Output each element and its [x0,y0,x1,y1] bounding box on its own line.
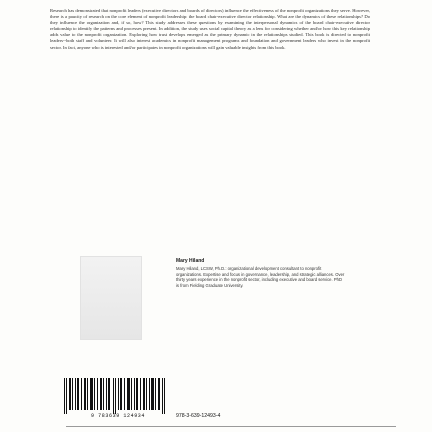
isbn-number: 978-3-639-12493-4 [176,413,221,419]
barcode [58,378,178,422]
barcode-bars [58,378,178,414]
barcode-digits: 9 783639 124934 [90,413,145,419]
author-bio: Mary Hiland, LCSW, Ph.D.: organizational development consultant to nonprofit organizations. Expertise and focus in governance, leadership, and strategic alliances. Over thirty years experience in the nonprofit sector, including executive and board service. PhD is from Fielding Graduate University. [176,266,345,288]
author-name: Mary Hiland [176,258,205,264]
back-cover-blurb [50,8,370,51]
blurb-paragraph: Research has demonstrated that nonprofit leaders (executive directors and boards of directors) influence the effectiveness of the nonprofit organizations they serve. However, there is a paucity of research on the core element of nonprofit leadership: the board chair-executive director relationship. What are the dynamics of these relationships? Do they influence the organization and, if so, how? This study addresses these questions by examining the interpersonal dynamics of the board chair-executive director relationship to identify the patterns and processes present. In addition, the study uses social capital theory as a lens for considering whether and/or how this key relationship adds value to the nonprofit organization. Exploring how trust develops emerged as the primary dynamic in the relationships studied. This book is directed to nonprofit leaders--both staff and volunteer. It will also interest academics in nonprofit management programs and foundation and government leaders who invest in the nonprofit sector. In fact, anyone who is interested and/or participates in nonprofit organizations will gain valuable insights from this book. [50,8,370,50]
author-photo [80,256,142,340]
bottom-divider [66,426,396,427]
author-section [80,256,370,342]
